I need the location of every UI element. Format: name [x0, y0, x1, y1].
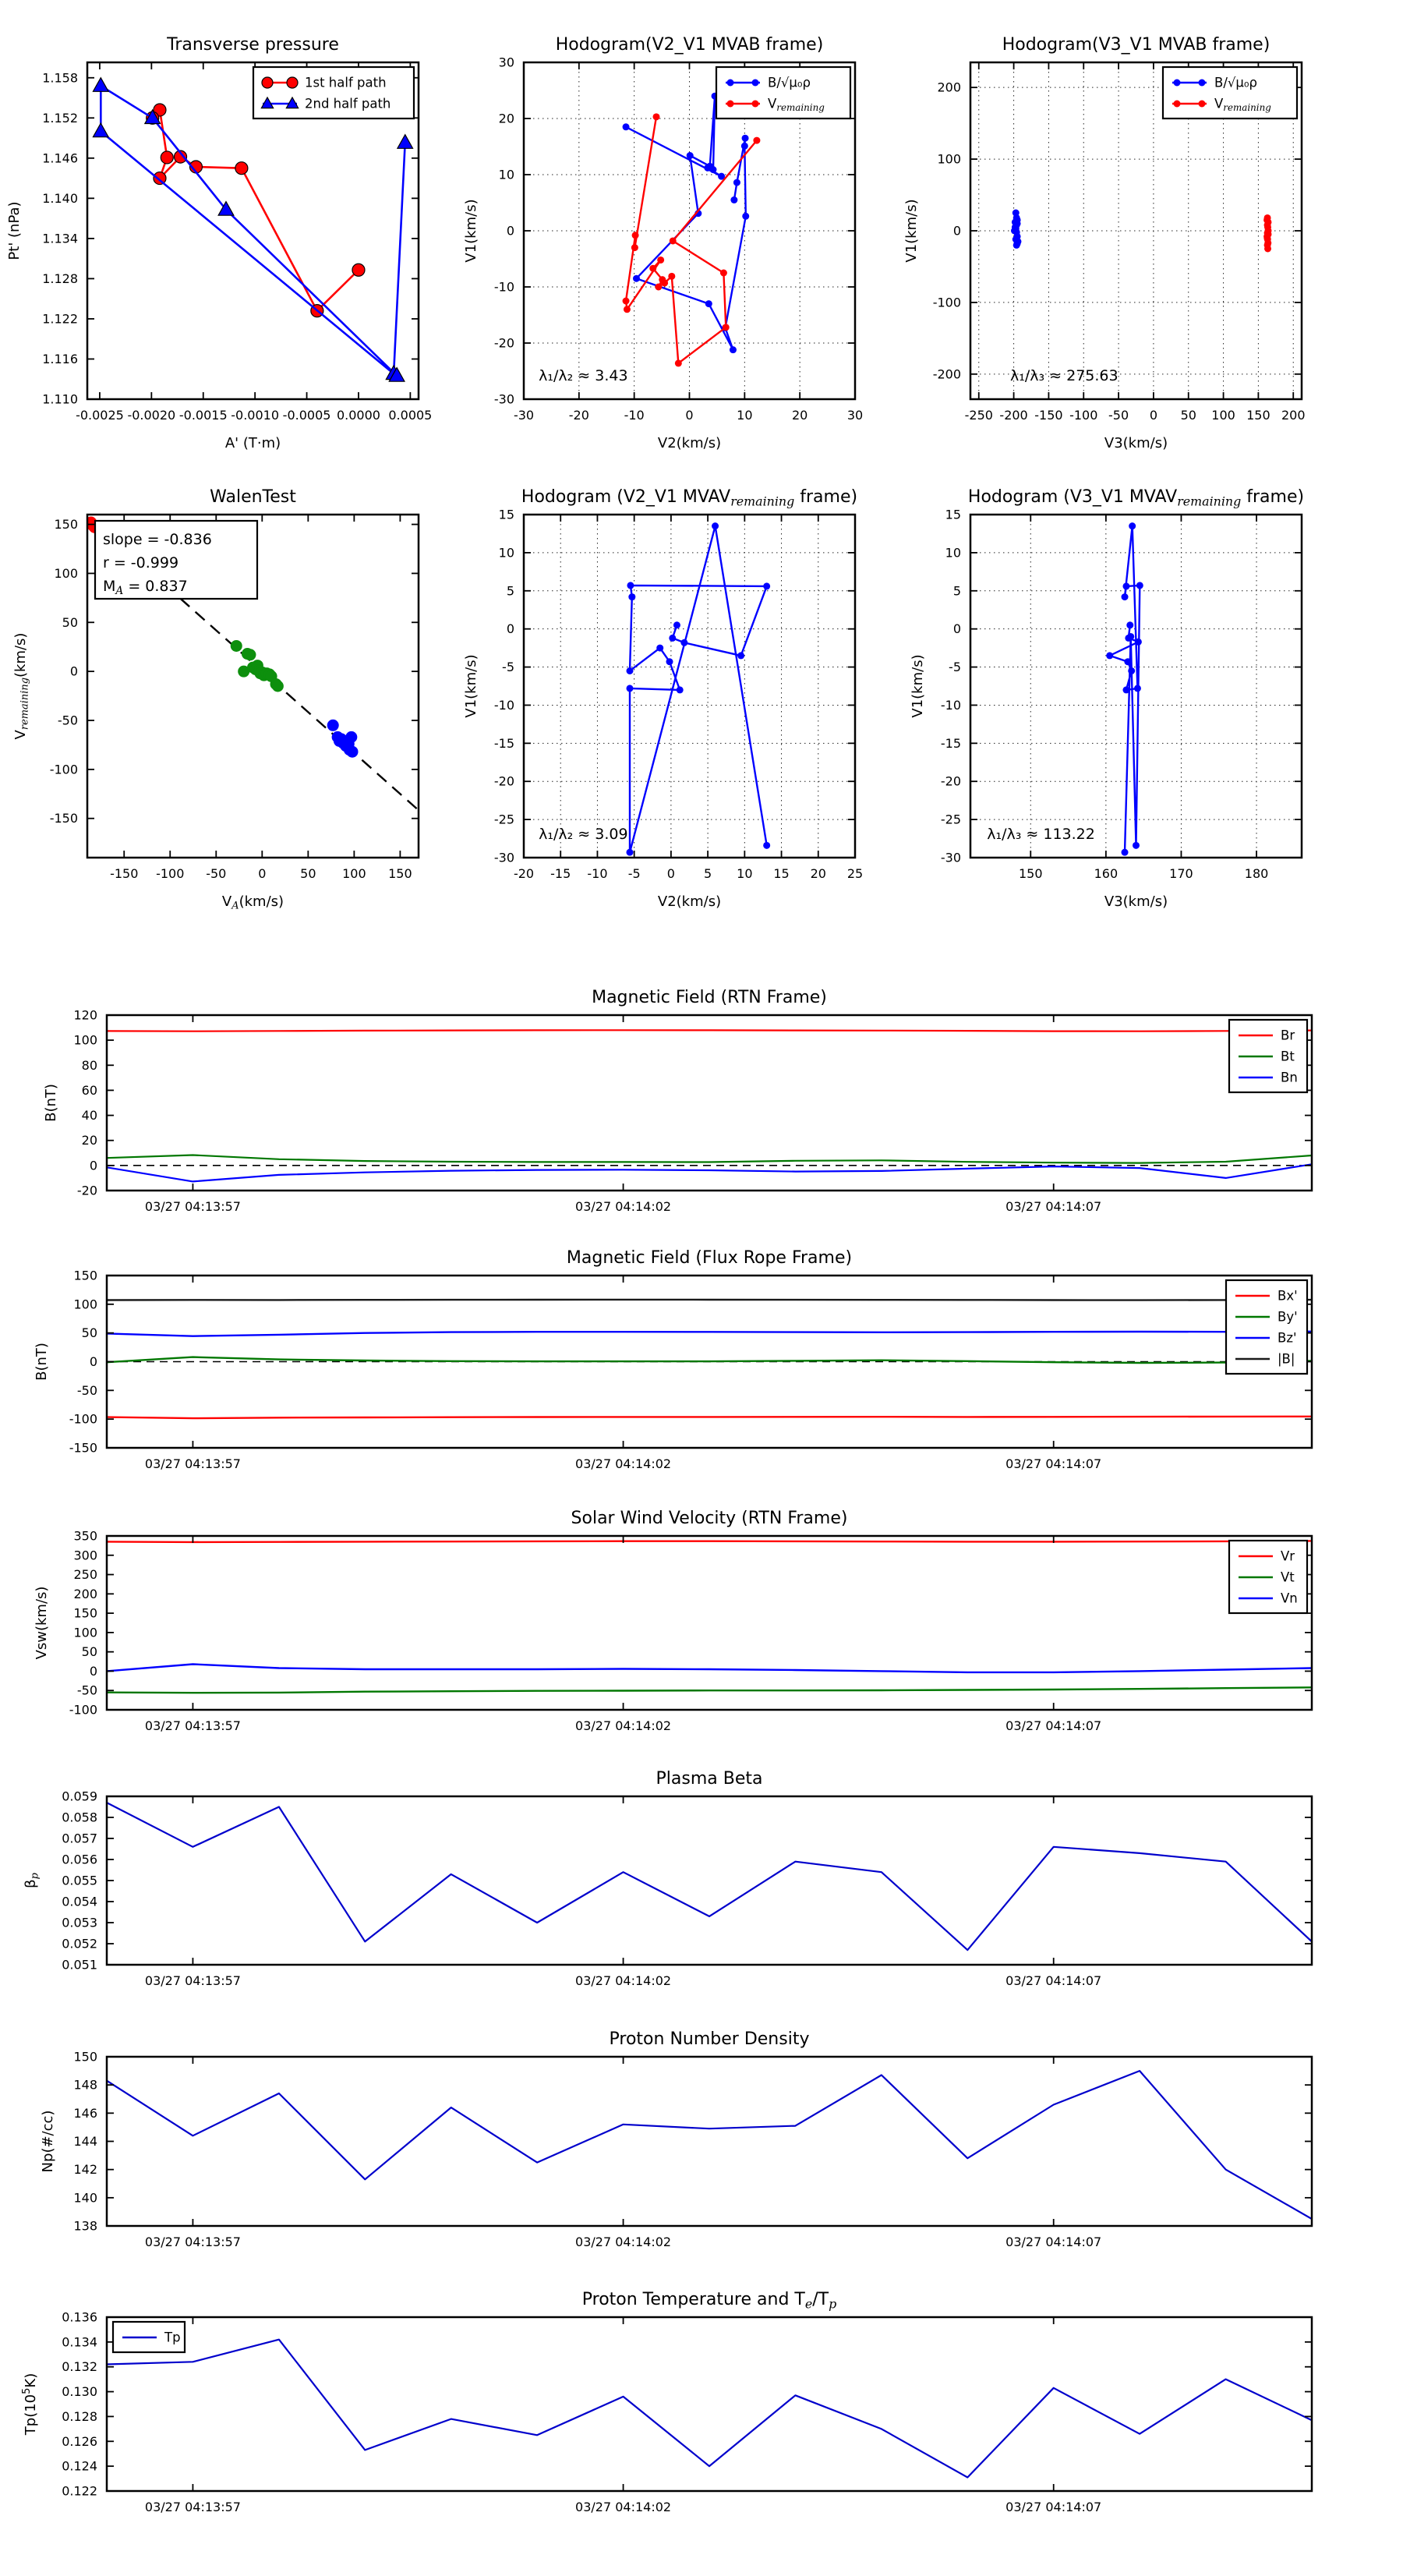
- ts-solar-wind-velocity: [34, 1509, 1312, 1733]
- svg-text:-20: -20: [568, 408, 589, 423]
- svg-text:200: 200: [937, 80, 961, 95]
- series-2nd half path: [101, 86, 405, 376]
- svg-text:-10: -10: [624, 408, 645, 423]
- svg-text:15: 15: [945, 507, 961, 522]
- svg-text:-5: -5: [502, 660, 514, 675]
- series-1st half path: [153, 110, 359, 311]
- svg-text:100: 100: [73, 1297, 97, 1312]
- svg-text:170: 170: [1169, 866, 1193, 881]
- legend: [253, 67, 414, 119]
- svg-text:100: 100: [73, 1625, 97, 1640]
- svg-text:1.140: 1.140: [42, 190, 78, 206]
- series-Vt: [107, 1687, 1312, 1693]
- svg-text:160: 160: [1094, 866, 1119, 881]
- svg-text:150: 150: [1246, 408, 1270, 423]
- svg-text:140: 140: [73, 2190, 97, 2206]
- series-Np: [107, 2071, 1312, 2219]
- svg-text:0: 0: [506, 223, 514, 239]
- svg-text:-0.0015: -0.0015: [178, 408, 228, 423]
- svg-text:-15: -15: [493, 735, 514, 751]
- svg-text:B/√μ₀ρ: B/√μ₀ρ: [768, 75, 811, 90]
- svg-text:350: 350: [73, 1528, 97, 1544]
- tick-labels: [73, 1008, 1101, 1215]
- svg-text:0.053: 0.053: [62, 1915, 97, 1930]
- svg-text:0.051: 0.051: [62, 1957, 97, 1973]
- svg-text:10: 10: [498, 167, 514, 182]
- legend: [113, 2322, 185, 2352]
- svg-text:20: 20: [498, 111, 514, 126]
- svg-text:Vt: Vt: [1281, 1569, 1295, 1585]
- svg-text:-30: -30: [493, 850, 514, 865]
- svg-text:100: 100: [54, 565, 78, 581]
- annotation: λ₁/λ₃ ≈ 275.63: [1010, 367, 1119, 385]
- y-axis-label: B(nT): [43, 1084, 59, 1122]
- svg-text:03/27 04:14:07: 03/27 04:14:07: [1005, 1456, 1102, 1471]
- chart-title: Hodogram(V2_V1 MVAB frame): [555, 35, 824, 55]
- svg-text:-30: -30: [513, 408, 535, 423]
- svg-text:-20: -20: [493, 773, 514, 789]
- ticks: [107, 2057, 1312, 2226]
- svg-text:03/27 04:14:02: 03/27 04:14:02: [575, 1199, 672, 1214]
- y-axis-label: V1(km/s): [463, 199, 479, 263]
- svg-text:-20: -20: [76, 1183, 97, 1198]
- legend: [1229, 1020, 1307, 1092]
- svg-text:-25: -25: [940, 812, 961, 827]
- svg-text:-50: -50: [76, 1382, 97, 1398]
- svg-text:1.146: 1.146: [42, 150, 78, 166]
- svg-text:1.152: 1.152: [42, 110, 78, 126]
- svg-text:-100: -100: [69, 1702, 97, 1718]
- svg-text:03/27 04:14:02: 03/27 04:14:02: [575, 2235, 672, 2249]
- legend: [1229, 1541, 1307, 1613]
- hodogram-v2v1-mvav: [463, 487, 863, 910]
- ticks: [107, 1536, 1312, 1710]
- svg-text:-30: -30: [940, 850, 961, 865]
- ts-proton-temperature: [21, 2290, 1312, 2514]
- svg-text:60: 60: [81, 1082, 97, 1098]
- svg-text:-0.0020: -0.0020: [127, 408, 176, 423]
- svg-text:200: 200: [73, 1586, 97, 1601]
- svg-text:100: 100: [937, 151, 961, 167]
- svg-text:10: 10: [737, 866, 753, 881]
- svg-text:1.158: 1.158: [42, 70, 78, 86]
- svg-text:-150: -150: [49, 811, 78, 826]
- svg-text:0.052: 0.052: [62, 1936, 97, 1951]
- svg-text:03/27 04:13:57: 03/27 04:13:57: [144, 1973, 241, 1988]
- svg-text:5: 5: [704, 866, 712, 881]
- svg-text:-150: -150: [110, 866, 139, 881]
- chart-title: Hodogram (V3_V1 $MVAV_{remaining}$ frame): [967, 487, 1305, 509]
- svg-text:150: 150: [54, 517, 78, 533]
- svg-text:50: 50: [62, 614, 78, 630]
- x-axis-label: $V_A(km/s)$: [221, 893, 284, 912]
- walen-fit-line: [150, 571, 416, 809]
- svg-text:20: 20: [81, 1133, 97, 1148]
- legend: [716, 67, 850, 119]
- series-group: [107, 1803, 1312, 1950]
- svg-text:10: 10: [945, 545, 961, 561]
- series-group: [107, 1541, 1312, 1693]
- svg-text:15: 15: [773, 866, 790, 881]
- svg-text:-100: -100: [932, 295, 961, 310]
- svg-text:Bx': Bx': [1278, 1288, 1298, 1304]
- series-group: [623, 93, 761, 367]
- svg-text:-0.0010: -0.0010: [231, 408, 280, 423]
- svg-text:-15: -15: [550, 866, 571, 881]
- annotation: λ₁/λ₂ ≈ 3.09: [539, 825, 628, 843]
- svg-text:0.122: 0.122: [62, 2483, 97, 2499]
- svg-text:0: 0: [506, 621, 514, 637]
- x-axis-label: A' (T·m): [224, 435, 281, 451]
- transverse-pressure: [6, 35, 432, 451]
- svg-text:120: 120: [73, 1007, 97, 1023]
- chart-title: Solar Wind Velocity (RTN Frame): [571, 1509, 848, 1528]
- series-Br: [107, 1030, 1312, 1031]
- svg-text:200: 200: [1281, 408, 1306, 423]
- svg-text:-20: -20: [493, 335, 514, 351]
- svg-text:50: 50: [81, 1325, 97, 1341]
- svg-text:B/√μ₀ρ: B/√μ₀ρ: [1214, 75, 1257, 90]
- svg-text:-10: -10: [493, 279, 514, 295]
- grid: [524, 515, 855, 858]
- svg-text:-15: -15: [940, 735, 961, 751]
- svg-text:0.134: 0.134: [62, 2334, 97, 2350]
- svg-text:03/27 04:14:02: 03/27 04:14:02: [575, 1456, 672, 1471]
- chart-title: Transverse pressure: [167, 35, 339, 55]
- chart-title: Proton Number Density: [609, 2029, 810, 2049]
- svg-text:0.056: 0.056: [62, 1852, 97, 1867]
- y-axis-label: B(nT): [34, 1343, 50, 1381]
- svg-text:100: 100: [1211, 408, 1235, 423]
- svg-text:-150: -150: [69, 1440, 97, 1456]
- series-B/√μ₀ρ: [626, 96, 746, 349]
- svg-text:Vremaining: $V_{remaining}$: [768, 96, 825, 113]
- tick-labels: [69, 1529, 1102, 1734]
- ticks: [107, 2317, 1312, 2491]
- series-group: [107, 1300, 1312, 1418]
- axes-frame: [107, 2057, 1312, 2226]
- svg-text:03/27 04:14:02: 03/27 04:14:02: [575, 1718, 672, 1733]
- svg-text:MA = 0.837: $M_A = 0.837$: [103, 578, 188, 597]
- svg-text:-50: -50: [57, 713, 78, 728]
- svg-text:10: 10: [737, 408, 753, 423]
- svg-text:0.136: 0.136: [62, 2309, 97, 2325]
- y-axis-label: $Tp(10^5K)$: [21, 2373, 39, 2436]
- svg-text:Vr: Vr: [1281, 1548, 1295, 1564]
- chart-title: Hodogram (V2_V1 $MVAV_{remaining}$ frame): [521, 487, 858, 509]
- svg-text:2nd half path: 2nd half path: [305, 96, 391, 111]
- svg-text:slope = -0.836: slope = -0.836: [103, 531, 212, 548]
- svg-text:-200: -200: [999, 408, 1028, 423]
- chart-title: Proton Temperature and $T_e/T_p$: [581, 2290, 837, 2312]
- svg-text:150: 150: [1018, 866, 1043, 881]
- svg-text:0.055: 0.055: [62, 1873, 97, 1888]
- svg-text:100: 100: [73, 1032, 97, 1048]
- svg-text:1.110: 1.110: [42, 391, 78, 407]
- tick-labels: [62, 2310, 1101, 2515]
- x-axis-label: V2(km/s): [657, 893, 722, 910]
- annotation: λ₁/λ₃ ≈ 113.22: [987, 825, 1095, 843]
- x-axis-label: V3(km/s): [1104, 893, 1168, 910]
- svg-text:-100: -100: [156, 866, 185, 881]
- svg-text:03/27 04:14:07: 03/27 04:14:07: [1005, 2235, 1102, 2249]
- svg-text:-100: -100: [49, 762, 78, 777]
- series-Tp: [107, 2340, 1312, 2478]
- svg-text:-100: -100: [69, 1411, 97, 1427]
- svg-text:03/27 04:13:57: 03/27 04:13:57: [144, 1456, 241, 1471]
- y-axis-label: V1(km/s): [910, 654, 926, 718]
- y-axis-label: $\beta_p$: [23, 1873, 41, 1888]
- svg-text:40: 40: [81, 1108, 97, 1123]
- svg-text:50: 50: [1180, 408, 1196, 423]
- axes-frame: [107, 1015, 1312, 1191]
- svg-text:0: 0: [952, 621, 961, 637]
- y-axis-label: Np(#/cc): [40, 2110, 56, 2173]
- svg-text:-10: -10: [587, 866, 608, 881]
- svg-text:-200: -200: [932, 366, 961, 382]
- series-Vr: [107, 1541, 1312, 1542]
- svg-text:0.130: 0.130: [62, 2384, 97, 2400]
- svg-text:-20: -20: [513, 866, 535, 881]
- svg-text:50: 50: [300, 866, 316, 881]
- svg-text:By': By': [1278, 1309, 1298, 1325]
- series-By': [107, 1357, 1312, 1363]
- svg-text:5: 5: [506, 583, 514, 599]
- svg-text:20: 20: [791, 408, 808, 423]
- svg-text:142: 142: [73, 2162, 97, 2178]
- annotation: λ₁/λ₂ ≈ 3.43: [539, 367, 628, 385]
- svg-text:0.132: 0.132: [62, 2359, 97, 2375]
- svg-text:1.128: 1.128: [42, 271, 78, 286]
- svg-text:146: 146: [73, 2105, 97, 2121]
- svg-text:Bn: Bn: [1281, 1070, 1298, 1085]
- svg-text:0.124: 0.124: [62, 2458, 97, 2474]
- svg-text:20: 20: [810, 866, 826, 881]
- svg-text:-50: -50: [76, 1683, 97, 1698]
- svg-text:1.116: 1.116: [42, 351, 78, 366]
- ts-magnetic-field-flux-rope: [34, 1248, 1312, 1471]
- svg-text:Vn: Vn: [1281, 1591, 1298, 1606]
- walen-stats-box: [95, 521, 257, 599]
- svg-text:0: 0: [89, 1663, 97, 1679]
- svg-text:-50: -50: [1108, 408, 1129, 423]
- tick-labels: [62, 1789, 1101, 1989]
- hodogram-v3v1-mvav: [910, 487, 1304, 910]
- svg-text:25: 25: [846, 866, 864, 881]
- ticks: [524, 515, 855, 858]
- svg-text:03/27 04:13:57: 03/27 04:13:57: [144, 1199, 241, 1214]
- svg-text:0.128: 0.128: [62, 2408, 97, 2424]
- svg-text:300: 300: [73, 1548, 97, 1563]
- chart-title: WalenTest: [210, 487, 296, 507]
- svg-text:5: 5: [952, 583, 961, 599]
- hodogram-v3v1-mvab: [903, 35, 1306, 451]
- svg-text:138: 138: [73, 2218, 97, 2234]
- svg-text:144: 144: [73, 2134, 97, 2149]
- svg-text:03/27 04:13:57: 03/27 04:13:57: [144, 2235, 241, 2249]
- svg-text:-25: -25: [493, 812, 514, 827]
- svg-text:180: 180: [1244, 866, 1269, 881]
- y-axis-label: V1(km/s): [903, 199, 920, 263]
- svg-text:10: 10: [498, 545, 514, 561]
- svg-text:0: 0: [89, 1158, 97, 1173]
- svg-text:0: 0: [258, 866, 267, 881]
- series-group: [93, 75, 412, 381]
- svg-text:30: 30: [846, 408, 864, 423]
- svg-text:150: 150: [73, 1268, 97, 1283]
- svg-text:0: 0: [1149, 408, 1158, 423]
- svg-text:r = -0.999: r = -0.999: [103, 554, 179, 571]
- y-axis-label: Pt' (nPa): [6, 201, 23, 260]
- svg-text:-50: -50: [206, 866, 227, 881]
- series-Vn: [107, 1665, 1312, 1672]
- ts-plasma-beta: [23, 1769, 1312, 1988]
- axes-frame: [107, 2317, 1312, 2491]
- axes-frame: [107, 1536, 1312, 1710]
- tick-labels: [69, 1269, 1102, 1472]
- svg-text:-20: -20: [940, 773, 961, 789]
- svg-text:03/27 04:14:07: 03/27 04:14:07: [1005, 1718, 1102, 1733]
- y-axis-label: Vsw(km/s): [34, 1586, 50, 1660]
- svg-text:-30: -30: [493, 391, 514, 407]
- chart-title: Magnetic Field (RTN Frame): [592, 988, 827, 1007]
- svg-text:03/27 04:14:07: 03/27 04:14:07: [1005, 1199, 1102, 1214]
- svg-text:-5: -5: [627, 866, 641, 881]
- series-V remaining hodogram: [630, 526, 767, 852]
- svg-text:-10: -10: [940, 697, 961, 713]
- chart-title: Plasma Beta: [656, 1769, 763, 1789]
- series-Bt: [107, 1155, 1312, 1163]
- series-group: [1106, 522, 1143, 855]
- svg-text:1st half path: 1st half path: [305, 75, 387, 90]
- svg-text:0: 0: [666, 866, 675, 881]
- svg-text:0.058: 0.058: [62, 1810, 97, 1825]
- svg-text:-5: -5: [949, 660, 961, 675]
- svg-text:0.054: 0.054: [62, 1894, 97, 1909]
- svg-text:-250: -250: [964, 408, 993, 423]
- tick-labels: [73, 2050, 1101, 2250]
- series-group: [627, 522, 771, 855]
- svg-text:0: 0: [69, 663, 78, 679]
- legend: [1226, 1280, 1307, 1374]
- ts-proton-number-density: [40, 2029, 1312, 2249]
- x-axis-label: V3(km/s): [1104, 435, 1168, 451]
- svg-text:150: 150: [73, 1605, 97, 1621]
- svg-text:80: 80: [81, 1057, 97, 1073]
- svg-text:15: 15: [498, 507, 514, 522]
- svg-text:0.0000: 0.0000: [336, 408, 380, 423]
- axes-frame: [524, 515, 855, 858]
- series-Bx': [107, 1417, 1312, 1418]
- svg-text:Bz': Bz': [1278, 1330, 1297, 1346]
- svg-text:03/27 04:14:02: 03/27 04:14:02: [575, 1973, 672, 1988]
- svg-text:1.122: 1.122: [42, 311, 78, 327]
- y-axis-label: $V_{remaining}(km/s)$: [12, 632, 31, 740]
- svg-text:-0.0005: -0.0005: [282, 408, 331, 423]
- svg-text:03/27 04:13:57: 03/27 04:13:57: [144, 1718, 241, 1733]
- x-axis-label: V2(km/s): [657, 435, 722, 451]
- svg-text:-150: -150: [1034, 408, 1063, 423]
- tick-labels: [933, 80, 1306, 423]
- svg-text:0.126: 0.126: [62, 2433, 97, 2449]
- svg-text:03/27 04:14:02: 03/27 04:14:02: [575, 2500, 672, 2514]
- svg-text:0.057: 0.057: [62, 1831, 97, 1846]
- svg-text:0.059: 0.059: [62, 1789, 97, 1804]
- chart-title: Hodogram(V3_V1 MVAB frame): [1002, 35, 1270, 55]
- chart-title: Magnetic Field (Flux Rope Frame): [566, 1248, 853, 1268]
- series-beta-p: [107, 1803, 1312, 1950]
- svg-text:|B|: |B|: [1278, 1351, 1295, 1367]
- svg-text:Br: Br: [1281, 1028, 1295, 1043]
- svg-text:03/27 04:14:07: 03/27 04:14:07: [1005, 2500, 1102, 2514]
- hodogram-v2v1-mvab: [463, 35, 863, 451]
- series-Bn: [107, 1164, 1312, 1181]
- svg-text:148: 148: [73, 2077, 97, 2093]
- svg-text:150: 150: [73, 2049, 97, 2065]
- svg-text:Bt: Bt: [1281, 1049, 1295, 1064]
- svg-text:0: 0: [952, 223, 961, 239]
- ticks: [107, 1015, 1312, 1191]
- y-axis-label: V1(km/s): [463, 654, 479, 718]
- svg-text:30: 30: [498, 55, 514, 70]
- series-group: [107, 2340, 1312, 2478]
- ts-magnetic-field-rtn: [43, 988, 1312, 1214]
- svg-text:50: 50: [81, 1644, 97, 1660]
- svg-text:-0.0025: -0.0025: [76, 408, 124, 423]
- svg-text:0: 0: [89, 1354, 97, 1369]
- legend: [1163, 67, 1297, 119]
- svg-text:100: 100: [342, 866, 366, 881]
- svg-text:0.0005: 0.0005: [388, 408, 433, 423]
- svg-text:03/27 04:13:57: 03/27 04:13:57: [144, 2500, 241, 2514]
- svg-text:250: 250: [73, 1567, 97, 1583]
- svg-text:1.134: 1.134: [42, 231, 78, 246]
- svg-text:-10: -10: [493, 697, 514, 713]
- svg-text:-100: -100: [1069, 408, 1098, 423]
- series-group: [107, 1030, 1312, 1181]
- svg-text:150: 150: [388, 866, 412, 881]
- svg-text:03/27 04:14:07: 03/27 04:14:07: [1005, 1973, 1102, 1988]
- series-Bz': [107, 1332, 1312, 1336]
- svg-text:Tp: Tp: [164, 2330, 181, 2345]
- walen-test: [12, 487, 419, 912]
- series-group: [107, 2071, 1312, 2219]
- svg-text:0: 0: [685, 408, 694, 423]
- svg-text:Vremaining: $V_{remaining}$: [1214, 96, 1271, 113]
